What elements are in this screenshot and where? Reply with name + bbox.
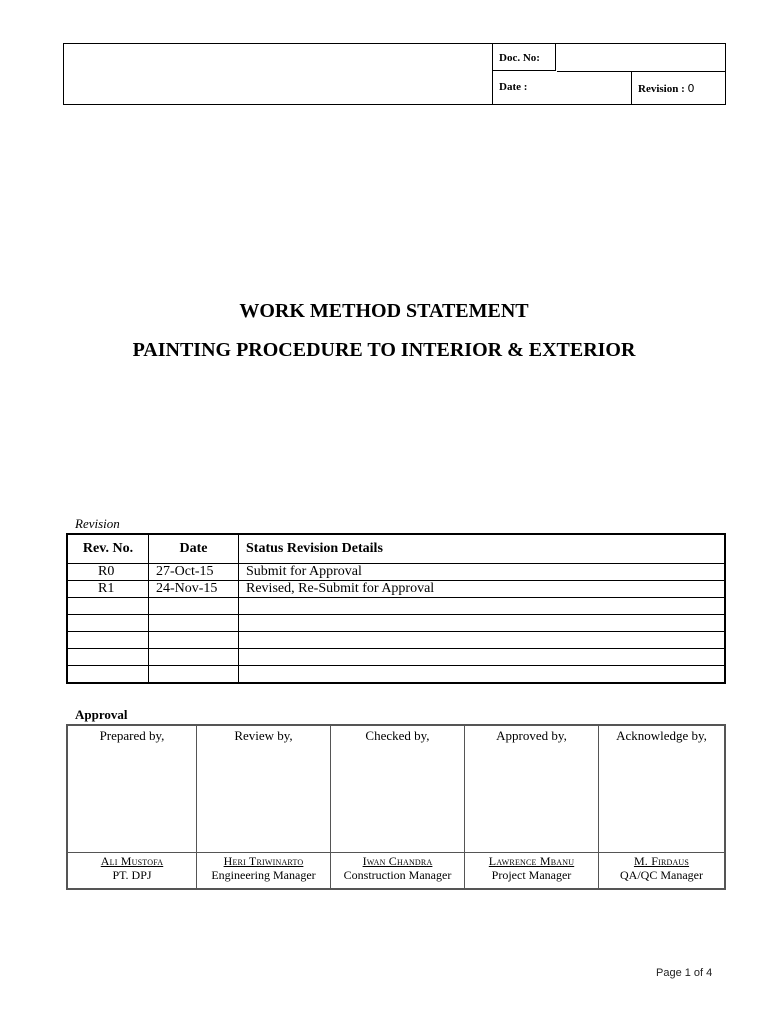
status-cell — [239, 666, 726, 684]
status-cell: Revised, Re-Submit for Approval — [239, 581, 726, 598]
signatory-role: PT. DPJ — [112, 868, 152, 882]
signatory-cell — [67, 853, 197, 890]
rev-no-cell — [67, 632, 149, 649]
rev-no-cell: R1 — [67, 581, 149, 598]
signatory-name: Ali Mustofa — [100, 854, 164, 868]
document-header-box — [63, 43, 726, 105]
revision-caption: Revision — [75, 516, 120, 531]
revision-value: 0 — [687, 82, 695, 95]
table-row — [67, 581, 725, 598]
date-label: Date : — [493, 72, 632, 104]
signatory-cell — [331, 853, 465, 890]
table-row — [67, 666, 725, 684]
rev-no-header: Rev. No. — [67, 534, 149, 564]
revision-field — [633, 72, 725, 104]
revision-header-row — [67, 534, 725, 564]
rev-no-cell — [67, 666, 149, 684]
status-cell: Submit for Approval — [239, 564, 726, 581]
date-cell: 24-Nov-15 — [149, 581, 239, 598]
signatory-name: M. Firdaus — [633, 854, 690, 868]
date-cell — [149, 598, 239, 615]
doc-no-label: Doc. No: — [493, 44, 556, 71]
date-header: Date — [149, 534, 239, 564]
table-row — [67, 649, 725, 666]
acknowledge-by-heading: Acknowledge by, — [599, 725, 726, 853]
approval-table — [66, 724, 726, 890]
doc-no-value — [557, 44, 725, 72]
date-cell — [149, 649, 239, 666]
table-row — [67, 632, 725, 649]
signatory-name: Iwan Chandra — [362, 854, 433, 868]
approved-by-heading: Approved by, — [465, 725, 599, 853]
status-cell — [239, 632, 726, 649]
page-number: Page 1 of 4 — [656, 967, 713, 979]
date-cell — [149, 632, 239, 649]
signatory-role: Construction Manager — [343, 868, 452, 882]
logo-area — [64, 44, 493, 104]
date-cell — [149, 615, 239, 632]
signatory-cell — [197, 853, 331, 890]
status-cell — [239, 615, 726, 632]
table-row — [67, 598, 725, 615]
checked-by-heading: Checked by, — [331, 725, 465, 853]
status-header: Status Revision Details — [239, 534, 726, 564]
date-cell — [149, 666, 239, 684]
signatory-role: Project Manager — [491, 868, 572, 882]
document-subtitle: PAINTING PROCEDURE TO INTERIOR & EXTERIOR — [132, 339, 636, 361]
table-row — [67, 564, 725, 581]
prepared-by-heading: Prepared by, — [67, 725, 197, 853]
rev-no-cell — [67, 649, 149, 666]
document-title: WORK METHOD STATEMENT — [239, 300, 529, 322]
signatory-name: Lawrence Mbanu — [488, 854, 575, 868]
signatory-cell — [465, 853, 599, 890]
approval-caption: Approval — [75, 707, 128, 722]
revision-table — [66, 533, 726, 684]
signatory-role: Engineering Manager — [211, 868, 316, 882]
signatory-cell — [599, 853, 726, 890]
signature-row — [67, 725, 725, 853]
rev-no-cell: R0 — [67, 564, 149, 581]
table-row — [67, 615, 725, 632]
signatory-role: QA/QC Manager — [620, 868, 703, 882]
signatory-row — [67, 853, 725, 890]
review-by-heading: Review by, — [197, 725, 331, 853]
revision-label: Revision : — [638, 83, 685, 95]
signatory-name: Heri Triwinarto — [223, 854, 304, 868]
rev-no-cell — [67, 615, 149, 632]
status-cell — [239, 598, 726, 615]
date-cell: 27-Oct-15 — [149, 564, 239, 581]
status-cell — [239, 649, 726, 666]
rev-no-cell — [67, 598, 149, 615]
